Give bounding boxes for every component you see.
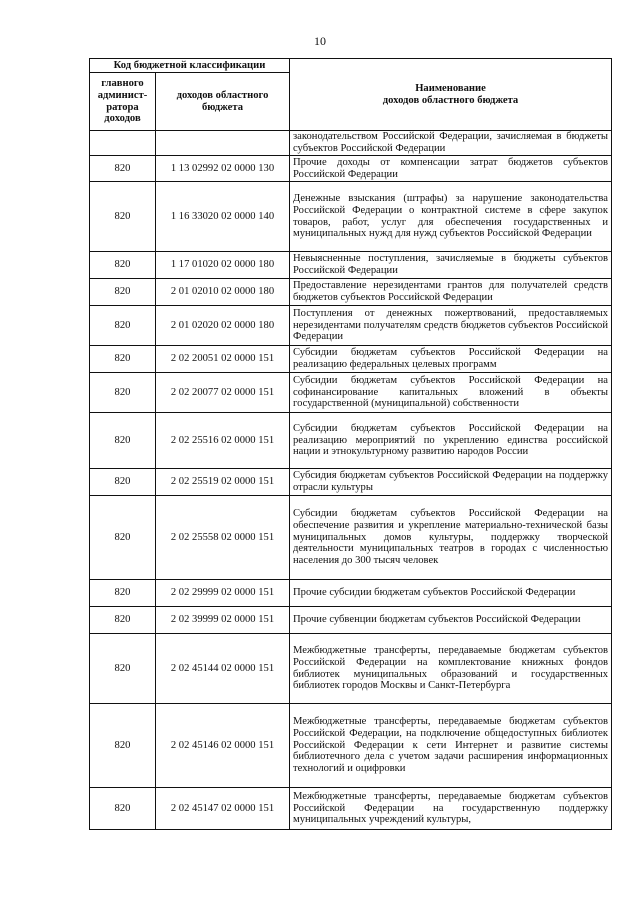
header-name-line: Наименование: [415, 82, 486, 94]
admin-code-cell: 820: [90, 373, 156, 413]
table-row: [90, 704, 612, 788]
table-row: [90, 346, 612, 373]
admin-code-cell: 820: [90, 607, 156, 634]
table-row: [90, 252, 612, 279]
income-name-cell: Субсидии бюджетам субъектов Российской Федерации на реализацию федеральных целевых программ: [290, 346, 612, 373]
income-code-cell: [156, 131, 290, 156]
income-code-cell: 2 02 25558 02 0000 151: [156, 496, 290, 580]
admin-code-cell: 820: [90, 496, 156, 580]
admin-code-cell: 820: [90, 634, 156, 704]
table-row: [90, 413, 612, 469]
income-name-cell: Предоставление нерезидентами грантов для получателей средств бюджетов субъектов Российской Федерации: [290, 279, 612, 306]
table-row: [90, 580, 612, 607]
header-name-line: доходов областного бюджета: [382, 94, 519, 106]
table-row: [90, 279, 612, 306]
admin-code-cell: 820: [90, 182, 156, 252]
income-code-cell: 1 17 01020 02 0000 180: [156, 252, 290, 279]
income-code-cell: 2 02 29999 02 0000 151: [156, 580, 290, 607]
income-name-cell: Прочие субвенции бюджетам субъектов Российской Федерации: [290, 607, 612, 634]
income-name-cell: Субсидии бюджетам субъектов Российской Федерации на обеспечение развития и укрепление материально-технической базы муниципальных домов культуры, поддержку творческой деятельности муниципальных театров в городах с численностью населения до 300 тысяч человек: [290, 496, 612, 580]
income-code-cell: 2 01 02010 02 0000 180: [156, 279, 290, 306]
table-row: [90, 496, 612, 580]
table-row: [90, 788, 612, 830]
income-code-cell: 2 02 25516 02 0000 151: [156, 413, 290, 469]
income-code-cell: 2 01 02020 02 0000 180: [156, 306, 290, 346]
income-name-cell: Прочие субсидии бюджетам субъектов Российской Федерации: [290, 580, 612, 607]
header-admin-line: админист-: [97, 89, 148, 101]
header-group-cell: Код бюджетной классификации: [90, 59, 290, 73]
admin-code-cell: 820: [90, 788, 156, 830]
header-admin-line: доходов: [104, 113, 141, 125]
admin-code-cell: 820: [90, 156, 156, 182]
header-admin-line: главного: [101, 77, 144, 89]
header-code-line: бюджета: [201, 101, 244, 113]
income-name-cell: Субсидии бюджетам субъектов Российской Федерации на реализацию мероприятий по укреплению единства российской нации и этнокультурному развитию народов России: [290, 413, 612, 469]
income-code-cell: 2 02 39999 02 0000 151: [156, 607, 290, 634]
income-code-cell: 2 02 45146 02 0000 151: [156, 704, 290, 788]
table-row: [90, 373, 612, 413]
table-body: [90, 131, 612, 830]
admin-code-cell: 820: [90, 306, 156, 346]
admin-code-cell: 820: [90, 413, 156, 469]
table-row: [90, 469, 612, 496]
income-name-cell: Денежные взыскания (штрафы) за нарушение законодательства Российской Федерации о контрактной системе в сфере закупок товаров, работ, услуг для обеспечения государственных и муниципальных нужд для нужд субъектов Российской Федерации: [290, 182, 612, 252]
table-row: [90, 306, 612, 346]
header-code-cell: [156, 73, 290, 131]
admin-code-cell: 820: [90, 252, 156, 279]
header-name-cell: [290, 59, 612, 131]
page-number: 10: [314, 34, 326, 48]
income-name-cell: Межбюджетные трансферты, передаваемые бюджетам субъектов Российской Федерации на государственную поддержку муниципальных учреждений культуры,: [290, 788, 612, 830]
admin-code-cell: 820: [90, 580, 156, 607]
income-code-cell: 1 13 02992 02 0000 130: [156, 156, 290, 182]
income-name-cell: Прочие доходы от компенсации затрат бюджетов субъектов Российской Федерации: [290, 156, 612, 182]
income-name-cell: Поступления от денежных пожертвований, предоставляемых нерезидентами получателям средств бюджетов субъектов Российской Федерации: [290, 306, 612, 346]
header-code-line: доходов областного: [176, 89, 269, 101]
income-name-cell: Субсидии бюджетам субъектов Российской Федерации на софинансирование капитальных вложений в объекты государственной (муниципальной) собственности: [290, 373, 612, 413]
income-name-cell: законодательством Российской Федерации, зачисляемая в бюджеты субъектов Российской Федерации: [290, 131, 612, 156]
income-code-cell: 2 02 45144 02 0000 151: [156, 634, 290, 704]
header-row-group: [90, 59, 612, 73]
table-row: [90, 607, 612, 634]
income-code-cell: 2 02 20077 02 0000 151: [156, 373, 290, 413]
income-code-cell: 2 02 45147 02 0000 151: [156, 788, 290, 830]
admin-code-cell: 820: [90, 704, 156, 788]
income-name-cell: Невыясненные поступления, зачисляемые в бюджеты субъектов Российской Федерации: [290, 252, 612, 279]
table-row: [90, 182, 612, 252]
admin-code-cell: 820: [90, 469, 156, 496]
income-code-cell: 1 16 33020 02 0000 140: [156, 182, 290, 252]
admin-code-cell: [90, 131, 156, 156]
income-name-cell: Субсидия бюджетам субъектов Российской Федерации на поддержку отрасли культуры: [290, 469, 612, 496]
table-row: [90, 634, 612, 704]
budget-classification-table: [89, 58, 612, 830]
header-admin-line: ратора: [106, 101, 139, 113]
admin-code-cell: 820: [90, 279, 156, 306]
income-code-cell: 2 02 25519 02 0000 151: [156, 469, 290, 496]
header-admin-cell: [90, 73, 156, 131]
table-row: [90, 131, 612, 156]
admin-code-cell: 820: [90, 346, 156, 373]
income-name-cell: Межбюджетные трансферты, передаваемые бюджетам субъектов Российской Федерации на комплектование книжных фондов библиотек муниципальных образований и государственных библиотек городов Москвы и Санкт-Петербурга: [290, 634, 612, 704]
income-name-cell: Межбюджетные трансферты, передаваемые бюджетам субъектов Российской Федерации, на подключение общедоступных библиотек Российской Федерации к сети Интернет и развитие системы библиотечного дела с учетом задачи расширения информационных технологий и оцифровки: [290, 704, 612, 788]
table-row: [90, 156, 612, 182]
income-code-cell: 2 02 20051 02 0000 151: [156, 346, 290, 373]
